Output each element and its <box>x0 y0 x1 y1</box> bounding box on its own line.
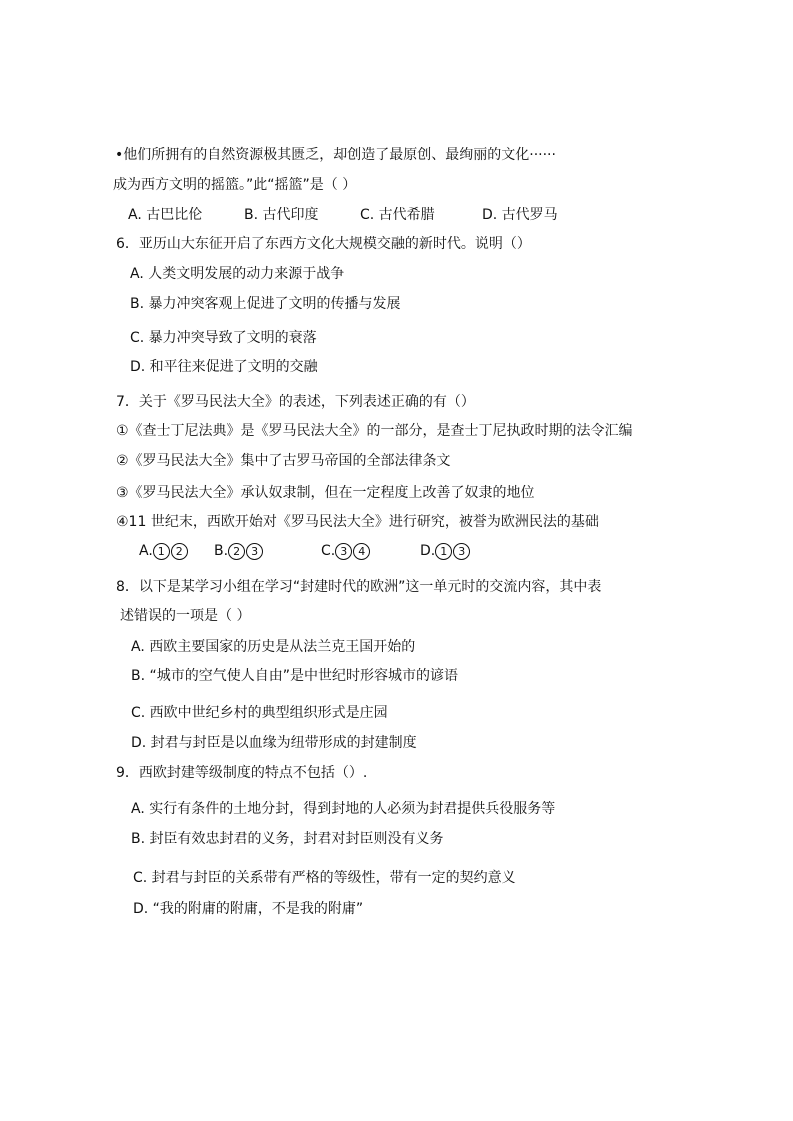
circled-number-mark: 3 <box>246 543 263 560</box>
q5-option-c[interactable]: C. 古代希腊 <box>360 207 435 223</box>
q8-stem-line1: 8．以下是某学习小组在学习“封建时代的欧洲”这一单元时的交流内容，其中表 <box>116 579 602 595</box>
q8-option-d[interactable]: D. 封君与封臣是以血缘为纽带形成的封建制度 <box>131 735 417 751</box>
q6-option-a[interactable]: A. 人类文明发展的动力来源于战争 <box>130 266 345 282</box>
q9-option-a[interactable]: A. 实行有条件的土地分封，得到封地的人必须为封君提供兵役服务等 <box>131 801 556 817</box>
q9-option-c[interactable]: C. 封君与封臣的关系带有严格的等级性，带有一定的契约意义 <box>133 870 516 886</box>
option-letter: C. <box>321 543 336 559</box>
q8-option-b[interactable]: B. “城市的空气使人自由”是中世纪时形容城市的谚语 <box>131 668 459 684</box>
option-letter: B. <box>214 543 229 559</box>
q7-option-a[interactable] <box>139 542 189 560</box>
q7-option-b[interactable] <box>214 542 264 560</box>
q8-option-c[interactable]: C. 西欧中世纪乡村的典型组织形式是庄园 <box>131 705 388 721</box>
q8-option-a[interactable]: A. 西欧主要国家的历史是从法兰克王国开始的 <box>131 639 416 655</box>
q7-statement-3: ③《罗马民法大全》承认奴隶制，但在一定程度上改善了奴隶的地位 <box>116 485 535 501</box>
q7-statement-2: ②《罗马民法大全》集中了古罗马帝国的全部法律条文 <box>116 453 451 469</box>
circled-number-mark: 2 <box>228 543 245 560</box>
option-letter: D. <box>420 543 436 559</box>
q6-option-c[interactable]: C. 暴力冲突导致了文明的衰落 <box>130 330 317 346</box>
circled-number-mark: 2 <box>171 543 188 560</box>
q9-option-b[interactable]: B. 封臣有效忠封君的义务，封君对封臣则没有义务 <box>131 831 444 847</box>
option-letter: A. <box>139 543 153 559</box>
circled-number-mark: 3 <box>335 543 352 560</box>
q6-option-b[interactable]: B. 暴力冲突客观上促进了文明的传播与发展 <box>130 296 401 312</box>
q8-stem-line2: 述错误的一项是（ ） <box>120 608 251 624</box>
q9-stem: 9．西欧封建等级制度的特点不包括（）. <box>116 765 368 781</box>
circled-number-mark: 1 <box>153 543 170 560</box>
circled-number-mark: 1 <box>435 543 452 560</box>
q5-option-a[interactable]: A. 古巴比伦 <box>128 207 203 223</box>
q7-stem: 7．关于《罗马民法大全》的表述，下列表述正确的有（） <box>116 394 475 410</box>
circled-number-mark: 4 <box>353 543 370 560</box>
q5-stem-line1: •他们所拥有的自然资源极其匮乏，却创造了最原创、最绚丽的文化······ <box>115 147 556 163</box>
q5-option-d[interactable]: D. 古代罗马 <box>482 207 558 223</box>
q7-option-d[interactable] <box>420 542 471 560</box>
q7-statement-4: ④11 世纪末，西欧开始对《罗马民法大全》进行研究，被誉为欧洲民法的基础 <box>116 514 599 530</box>
circled-number-mark: 3 <box>453 543 470 560</box>
q6-stem: 6．亚历山大东征开启了东西方文化大规模交融的新时代。说明（） <box>116 236 531 252</box>
q9-option-d[interactable]: D. “我的附庸的附庸，不是我的附庸” <box>133 901 364 917</box>
q6-option-d[interactable]: D. 和平往来促进了文明的交融 <box>130 359 318 375</box>
q5-stem-line2: 成为西方文明的摇篮。”此“摇篮”是（ ） <box>113 177 357 193</box>
q7-statement-1: ①《查士丁尼法典》是《罗马民法大全》的一部分，是查士丁尼执政时期的法令汇编 <box>116 423 633 439</box>
q7-option-c[interactable] <box>321 542 371 560</box>
q5-option-b[interactable]: B. 古代印度 <box>244 207 319 223</box>
